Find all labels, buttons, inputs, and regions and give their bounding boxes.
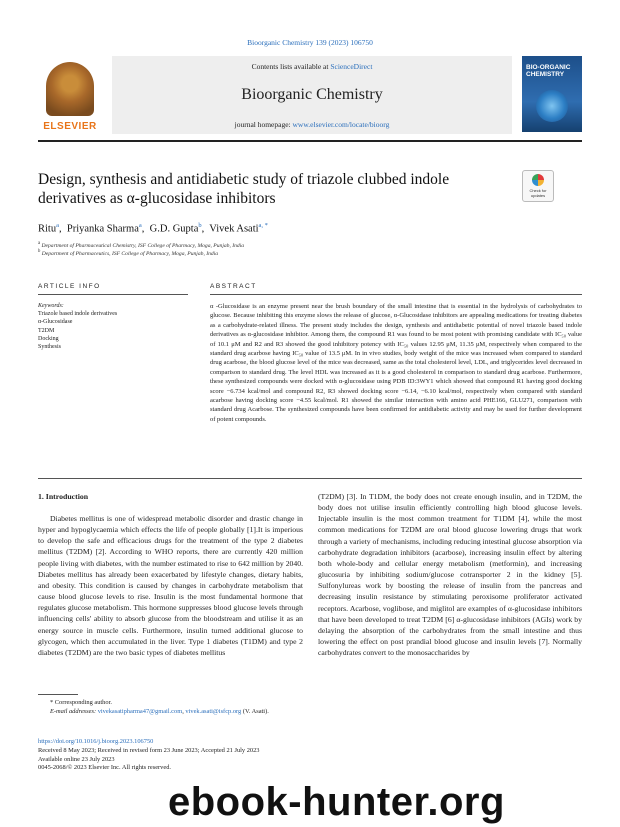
keywords-label: Keywords: [38,303,64,309]
abstract-rule [210,294,582,295]
email-line: E-mail addresses: vivekasatipharma47@gmail.com, vivek.asati@isfcp.org (V. Asati). [50,707,269,715]
tree-icon [46,62,94,116]
author-affiliation-mark[interactable]: a, * [258,222,268,229]
available-online: Available online 23 July 2023 [38,755,115,763]
sciencedirect-link[interactable]: ScienceDirect [330,62,373,71]
author-affiliation-mark[interactable]: a [56,222,59,229]
journal-cover [522,56,582,132]
author-name: Priyanka Sharma [66,223,139,235]
keyword: Docking [38,335,59,342]
check-for-updates-label: Check for updates [529,188,547,198]
elsevier-logo [38,62,102,132]
footnotes [38,699,582,716]
author-name: G.D. Gupta [149,223,199,235]
affiliation: $^b$ Department of Pharmaceutics, ISF College of Pharmacy, Moga, Punjab, India [38,249,219,257]
abstract-bottom-rule [38,478,582,479]
footnote-divider [38,694,78,695]
author-affiliation-mark[interactable]: b [198,222,202,229]
article-info-rule [38,294,188,295]
crossmark-icon [532,174,544,186]
email-link[interactable]: vivekasatipharma47@gmail.com [97,707,183,715]
intro-left-column [38,513,303,658]
journal-homepage: journal homepage: www.elsevier.com/locate/bioorg [234,120,390,129]
section-heading-introduction: 1. Introduction [38,492,89,501]
abstract-text: α -Glucosidase is an enzyme present near the brush boundary of the small intestine that is essential in the hydrolysis of carbohydrates to glucose. Because inhibiting this enzyme slows the release of glucose, α-Glucosidase inhibitors are appealing medications for treating diabetes as a carbohydrate-related illness. The present study includes the design, synthesis and antidiabetic potential of novel triazole based indole derivatives as α-glucosidase inhibitor. Among them, the compound R1 was found to be most potent with promising candidate with IC₅₀ value of 10.1 μM and R2 and R3 showed the good inhibitory potency with IC₅₀ values 12.95 μM, 11.35 μM, respectively when compared to the standard drug acarbose having IC₅₀ value of 13.5 μM. In in vivo studies, body weight of the mice was increased when compared to standard drug acarbose, the blood glucose level of the mice was decreased, same as the total cholesterol level, LDL, and triglycerides level decreased in comparison to standard drug. The level HDL was increased as it is a good cholesterol in comparison to standard drug acarbose. Furthermore, these synthesized compounds were docked with α-glucosidase using PDB ID:3WY1 which showed that compound R1 having good docking score −6.734 kcal/mol and compound R2, R3 showed docking score −6.14, −6.10 kcal/mol, respectively when compared with standard acarbose having docking score −4.55 kcal/mol. R1 showed the similar interaction with amino acid PHE166, GLU271, comparison with standard drug Acarbose. The synthesized compounds have been confirmed for antidiabetic activity and may be used for further development of potent compounds. [210,303,582,423]
contents-line: Contents lists available at ScienceDirect [251,62,373,71]
intro-right-column [318,491,582,658]
check-for-updates-button[interactable] [522,170,554,202]
abstract-heading: ABSTRACT [210,283,257,290]
author-name: Vivek Asati [209,223,259,235]
intro-paragraph: Diabetes mellitus is one of widespread metabolic disorder and drastic change in hyper and hypoglycaemia which effects the life of people globally [1].It is imperious to develop the safe and efficacious drugs for the treatment of the type 2 diabetes mellitus (T2DM) [2]. According to WHO reports, there are currently 420 million people living with diabetes, with the number estimated to rise to 642 million by 2040. Diabetes mellitus has already been exacerbated by lifestyle changes, dietary habits, and obesity. This condition is caused by changes in carbohydrate metabolism that cause blood glucose levels to rise. Insulin is the most fundamental hormone that regulates glucose metabolism. This hormone suppresses blood glucose levels through influencing cells' ability to absorb glucose from the bloodstream and utilise it as an energy source in muscle cells. Furthermore, insulin turned additional glucose to glycogen, which then accumulated in the liver. Type 1 diabetes (T1DM) and type 2 diabetes (T2DM) are the two basic types of diabetes mellitus [38,514,303,657]
keyword: α-Glucosidase [38,319,73,326]
email-link[interactable]: vivek.asati@isfcp.org [185,707,242,715]
masthead [112,56,512,134]
author-name: Ritu [38,223,57,235]
journal-name: Bioorganic Chemistry [241,86,383,103]
journal-citation[interactable]: Bioorganic Chemistry 139 (2023) 106750 [247,38,373,47]
article-info-heading: ARTICLE INFO [38,283,101,290]
keyword: T2DM [38,327,55,334]
copyright: 0045-2068/© 2023 Elsevier Inc. All rights reserved. [38,764,171,772]
article-title: Design, synthesis and antidiabetic study of triazole clubbed indole derivatives as α-glucosidase inhibitors [38,171,450,207]
received-dates: Received 8 May 2023; Received in revised form 23 June 2023; Accepted 21 July 2023 [38,746,260,754]
doi-link[interactable]: https://doi.org/10.1016/j.bioorg.2023.106750 [38,738,154,745]
publisher-name: ELSEVIER [43,121,97,132]
author-affiliation-mark[interactable]: a [138,222,142,229]
cover-art-icon [536,90,568,122]
keyword: Synthesis [38,344,62,351]
corresponding-author-note: * Corresponding author. [50,699,112,706]
homepage-link[interactable]: www.elsevier.com/locate/bioorg [292,120,390,129]
journal-header [38,56,582,134]
publication-info [38,738,582,773]
author-list: Ritu$^a$, Priyanka Sharma$^a$, G.D. Gupta$^b$, Vivek Asati$^{a, *}$ [38,222,268,235]
cover-title: BIO-ORGANIC CHEMISTRY [526,64,571,79]
watermark: ebook-hunter.org [168,780,505,824]
intro-paragraph: (T2DM) [3]. In T1DM, the body does not create enough insulin, and in T2DM, the body does not utilise insulin efficiently controlling high blood glucose levels. Injectable insulin is the most common treatment for T1DM [4], while the most common medications for T2DM are oral blood glucose lowering drugs that work through a variety of mechanisms, including reducing intestinal glucose absorption via carbohydrate degradation inhibitors (acarbose), increasing insulin effect by altering both whole-body and cellular energy metabolism (metformin), and increasing glucosuria by inhibiting sodium/glucose cotransporter 2 in the kidney [5]. Sulfonylureas work by boosting the release of insulin from the pancreas and decreasing insulin resistance by stimulating peroxisome proliferator activated receptors. Acarbose, voglibose, and miglitol are examples of α-glucosidase inhibitors that have been developed to treat T2DM [6] α-glucosidase inhibitors (AGIs) work by delaying the absorption of the carbohydrates from the small intestine and thus lowering the effect on post prandial blood glucose and insulin levels [7]. Normally carbohydrates convert to the monosaccharides by [318,492,582,658]
header-divider [38,140,582,142]
keyword: Triazole based indole derivatives [38,311,118,318]
affiliation: $^a$ Department of Pharmaceutical Chemistry, ISF College of Pharmacy, Moga, Punjab, India [38,241,245,249]
keywords-block [38,302,188,351]
